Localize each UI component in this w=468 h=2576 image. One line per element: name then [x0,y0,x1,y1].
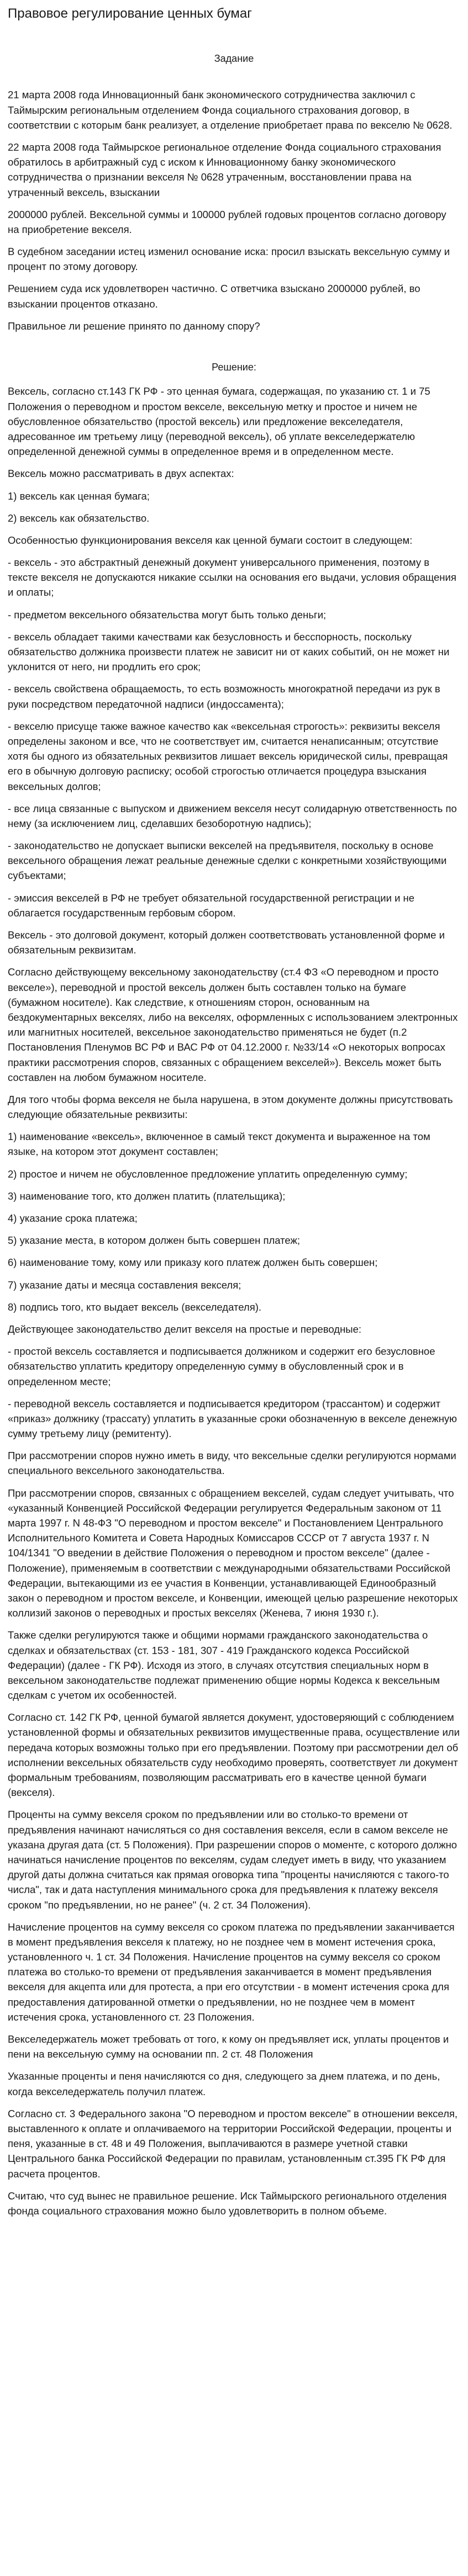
task-question: Правильное ли решение принято по данному спору? [8,320,260,332]
solution-paragraph: Векселедержатель может требовать от того, к кому он предъявляет иск, уплаты процентов и пени на вексельную сумму на основании пп. 2 ст. 48 Положения [8,2033,449,2060]
solution-paragraph: Действующее законодательство делит векселя на простые и переводные: [8,1323,362,1335]
solution-paragraph: 1) вексель как ценная бумага; [8,490,150,502]
solution-paragraph: - вексель обладает такими качествами как безусловность и бесспорность, поскольку обязательство должника произвести платеж не зависит ни от каких событий, он не может ни уклонится от него, ни продлить его срок; [8,630,450,673]
solution-conclusion: Считаю, что суд вынес не правильное решение. Иск Таймырского регионального отделения фонда социального страхования можно было удовлетворить в полном объеме. [8,2190,447,2217]
page-title: Правовое регулирование ценных бумаг [8,6,252,21]
solution-paragraph: Указанные проценты и пеня начисляются со дня, следующего за днем платежа, и по день, когда векселедержатель получил платеж. [8,2070,440,2097]
solution-paragraph: - законодательство не допускает выписки векселей на предъявителя, поскольку в основе вексельного обращения лежат реальные денежные сделки с конкретными хозяйствующими субъектами; [8,840,447,882]
solution-paragraph: Согласно ст. 142 ГК РФ, ценной бумагой является документ, удостоверяющий с соблюдением установленной формы и обязательных реквизитов имущественные права, осуществление или передача которых возможны только при его предъявлении. Поэтому при рассмотрении дел об исполнении вексельных обязательств суду необходимо проверять, соответствует ли документ формальным требованиям, позволяющим рассматривать его в качестве ценной бумаги (векселя). [8,1711,460,1799]
solution-paragraph: - переводной вексель составляется и подписывается кредитором (трассантом) и содержит «приказ» должнику (трассату) уплатить в указанные сроки обозначенную в векселе денежную сумму третьему лицу (ремитенту). [8,1397,458,1440]
solution-paragraph: Вексель, согласно ст.143 ГК РФ - это ценная бумага, содержащая, по указанию ст. 1 и 75 Положения о переводном и простом векселе, вексельную метку и простое и ничем не обусловленное обязательство (простой вексель) или предложение векселедателя, адресованное им третьему лицу (переводной вексель), об уплате векселедержателю определенной денежной суммы в определенное время и в определенном месте. [8,385,430,458]
solution-paragraph: - все лица связанные с выпуском и движением векселя несут солидарную ответственность по нему (за исключением лиц, сделавших безоборотную надпись); [8,802,457,829]
solution-paragraph: Вексель - это долговой документ, который должен соответствовать установленной форме и обязательным реквизитам. [8,929,445,956]
solution-paragraph: Для того чтобы форма векселя не была нарушена, в этом документе должны присутствовать следующие обязательные реквизиты: [8,1093,453,1121]
solution-paragraph: 2) вексель как обязательство. [8,512,150,524]
solution-paragraph: 4) указание срока платежа; [8,1212,138,1225]
solution-paragraph: При рассмотрении споров нужно иметь в виду, что вексельные сделки регулируются нормами специального вексельного законодательства. [8,1450,456,1477]
solution-paragraph: Начисление процентов на сумму векселя со сроком платежа по предъявлении заканчивается в момент предъявления векселя к платежу, но не позднее чем в момент истечения срока, установленного ч. 1 ст. 34 Положения. Начисление процентов на сумму векселя со сроком платежа во столько-то времени от предъявления заканчивается в момент предъявления векселя для акцепта или для протеста, а при его отсутствии - в момент истечения срока для предоставления датированной отметки о предъявлении, но не позднее чем в момент истечения срока, установленного ст. 23 Положения. [8,1921,455,2023]
solution-paragraph: Проценты на сумму векселя сроком по предъявлении или во столько-то времени от предъявления начинают начисляться со дня составления векселя, если в самом векселе не указана другая дата (ст. 5 Положения). При разрешении споров о моменте, с которого должно начинаться начисление процентов по векселям, судам следует иметь в виду, что указанием другой даты должна считаться как прямая оговорка типа "проценты начисляются с такого-то числа", так и дата наступления минимального срока для предъявления к платежу векселя сроком "по предъявлении, но не ранее" (ч. 2 ст. 34 Положения). [8,1809,458,1911]
solution-paragraph: 1) наименование «вексель», включенное в самый текст документа и выраженное на том языке, на котором этот документ составлен; [8,1131,430,1158]
task-paragraph: 21 марта 2008 года Инновационный банк экономического сотрудничества заключил с Таймырским региональным отделением Фонда социального страхования договор, в соответствии с которым банк реализует, а отделение приобретает права по векселю № 0628. [8,89,453,131]
solution-paragraph: - предметом вексельного обязательства могут быть только деньги; [8,608,327,621]
solution-paragraph: Также сделки регулируются также и общими нормами гражданского законодательства о сделках и обязательствах (ст. 153 - 181, 307 - 419 Гражданского кодекса Российской Федерации) (далее - ГК РФ). Исходя из этого, в случаях отсутствия специальных норм в вексельном законодательстве подлежат применению общие нормы Кодекса к вексельным сделкам с учетом их особенностей. [8,1629,440,1702]
solution-paragraph: - вексель свойствена обращаемость, то есть возможность многократной передачи из рук в руки посредством передаточной надписи (индоссамента); [8,683,440,710]
solution-heading: Решение: [212,362,256,373]
task-paragraph: 2000000 рублей. Вексельной суммы и 100000 рублей годовых процентов согласно договору на приобретение векселя. [8,208,446,235]
task-heading: Задание [214,53,254,64]
solution-paragraph: Согласно действующему вексельному законодательству (ст.4 ФЗ «О переводном и просто векселе»), переводной и простой вексель должен быть составлен только на бумаге (бумажном носителе). Как следствие, к отношениям сторон, основанным на бездокументарных векселях, либо на векселях, оформленных с использованием электронных или магнитных носителей, вексельное законодательство применяться не будет (п.2 Постановления Пленумов ВС РФ и ВАС РФ от 04.12.2000 г. №33/14 «О некоторых вопросах практики рассмотрения споров, связанных с обращением векселей»). Вексель может быть составлен на любом бумажном носителе. [8,966,458,1083]
solution-paragraph: Вексель можно рассматривать в двух аспектах: [8,468,234,480]
solution-paragraph: 3) наименование того, кто должен платить (плательщика); [8,1190,286,1202]
solution-paragraph: 8) подпись того, кто выдает вексель (векселедателя). [8,1301,262,1313]
task-paragraph: 22 марта 2008 года Таймырское региональное отделение Фонда социального страхования обратилось в арбитражный суд с иском к Инновационному банку экономического сотрудничества о признании векселя № 0628 утраченным, восстановлении права на утраченный вексель, взыскании [8,141,441,198]
solution-paragraph: - векселю присуще также важное качество как «вексельная строгость»: реквизиты векселя определены законом и все, что не соответствует им, считается ненаписанным; отсутствие хотя бы одного из обязательных реквизитов лишает вексель юридической силы, превращая его в обычную долговую расписку; особой строгостью отличается процедура взыскания вексельных долгов; [8,720,448,792]
task-paragraph: Решением суда иск удовлетворен частично. С ответчика взыскано 2000000 рублей, во взыскании процентов отказано. [8,283,420,310]
solution-paragraph: 7) указание даты и месяца составления векселя; [8,1279,241,1291]
task-body [8,87,460,333]
solution-paragraph: - простой вексель составляется и подписывается должником и содержит его безусловное обязательство уплатить кредитору определенную сумму в обусловленный срок и в определенном месте; [8,1345,435,1387]
solution-paragraph: - эмиссия векселей в РФ не требует обязательной государственной регистрации и не облагается государственным гербовым сбором. [8,892,415,919]
solution-paragraph: При рассмотрении споров, связанных с обращением векселей, судам следует учитывать, что «указанный Конвенцией Российской Федерации регулируется Федеральным законом от 11 марта 1997 г. N 48-ФЗ "О переводном и простом векселе" и Постановлением Центрального Исполнительного Комитета и Совета Народных Комиссаров СССР от 7 августа 1937 г. N 104/1341 "О введении в действие Положения о переводном и простом векселе" (далее - Положение), применяемым в соответствии с международными обязательствами Российской Федерации, вытекающими из ее участия в Конвенции, устанавливающей Единообразный закон о переводном и простом векселе, и Конвенции, имеющей целью разрешение некоторых коллизий законов о переводных и простых векселях (Женева, 7 июня 1930 г.). [8,1487,458,1619]
solution-paragraph: 6) наименование тому, кому или приказу кого платеж должен быть совершен; [8,1257,378,1269]
solution-paragraph: Особенностью функционирования векселя как ценной бумаги состоит в следующем: [8,534,413,546]
solution-paragraph: Согласно ст. 3 Федерального закона "О переводном и простом векселе" в отношении векселя, выставленного к оплате и оплачиваемого на территории Российской Федерации, проценты и пеня, указанные в ст. 48 и 49 Положения, выплачиваются в размере учетной ставки Центрального банка Российской Федерации по правилам, установленным ст.395 ГК РФ для расчета процентов. [8,2107,458,2180]
solution-paragraph: 5) указание места, в котором должен быть совершен платеж; [8,1234,301,1247]
solution-paragraph: - вексель - это абстрактный денежный документ универсального применения, поэтому в тексте векселя не допускаются никакие ссылки на основания его выдачи, условия обращения и оплаты; [8,556,456,598]
task-paragraph: В судебном заседании истец изменил основание иска: просил взыскать вексельную сумму и процент по этому договору. [8,246,450,273]
solution-body [8,384,460,2218]
solution-paragraph: 2) простое и ничем не обусловленное предложение уплатить определенную сумму; [8,1168,408,1180]
